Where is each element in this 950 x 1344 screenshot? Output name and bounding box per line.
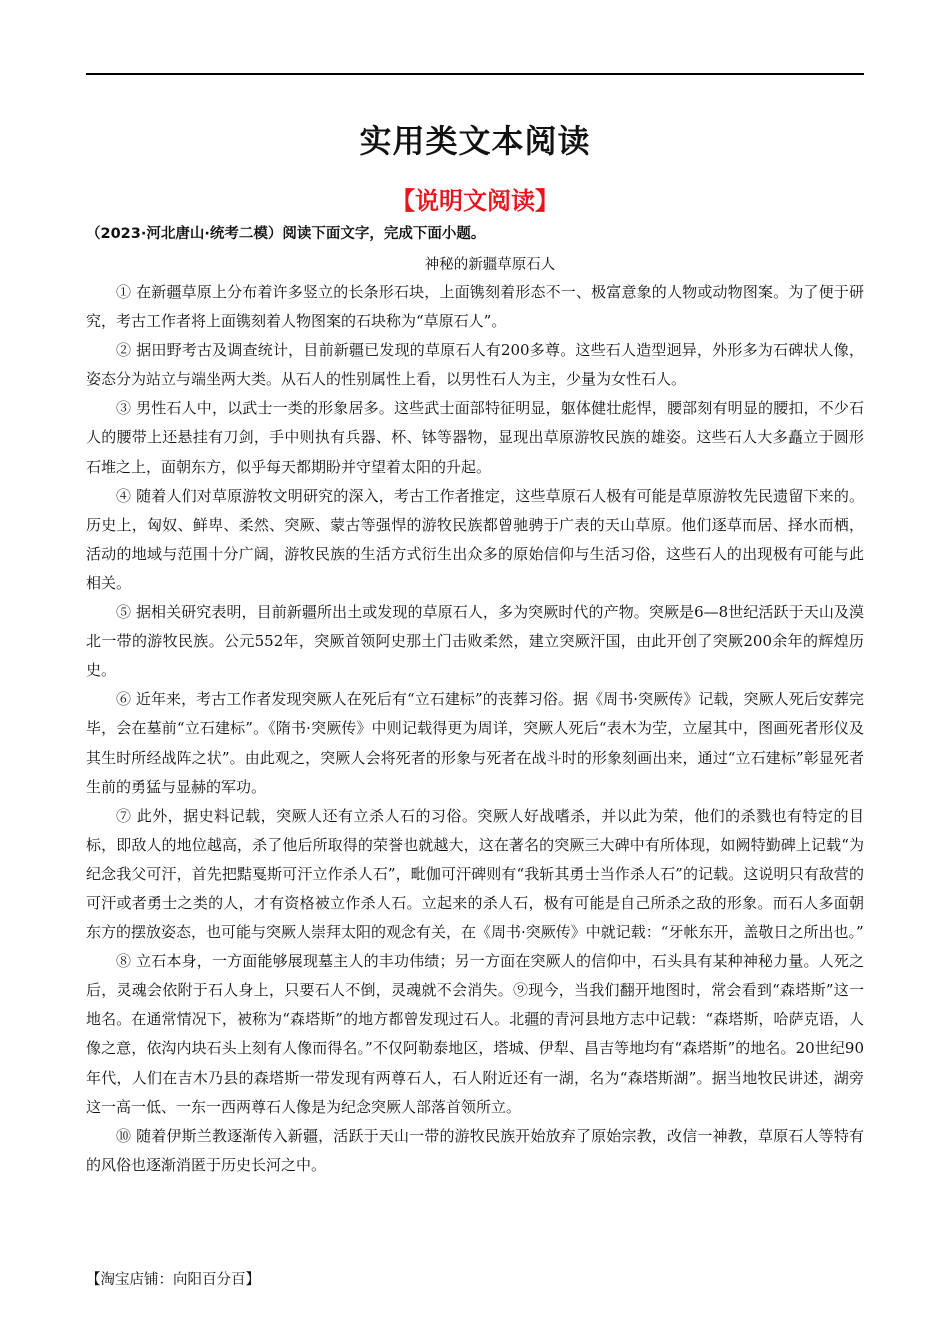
- footer-shop-note: 【淘宝店铺：向阳百分百】: [86, 1272, 260, 1288]
- header-rule: [86, 73, 864, 75]
- section-label: 【说明文阅读】: [391, 187, 559, 215]
- paragraph-3: ③ 男性石人中，以武士一类的形象居多。这些武士面部特征明显，躯体健壮彪悍，腰部刻有明显的腰扣，不少石人的腰带上还悬挂有刀剑，手中则执有兵器、杯、钵等器物，显现出草原游牧民族的雄姿。这些石人大多矗立于圆形石堆之上，面朝东方，似乎每天都期盼并守望着太阳的升起。: [86, 399, 864, 476]
- question-source: （2023·河北唐山·统考二模）阅读下面文字，完成下面小题。: [86, 226, 486, 242]
- paragraph-7: ⑦ 此外，据史料记载，突厥人还有立杀人石的习俗。突厥人好战嗜杀，并以此为荣，他们的杀戮也有特定的目标，即敌人的地位越高，杀了他后所取得的荣誉也就越大，这在著名的突厥三大碑中有所体现，如阙特勤碑上记载“为纪念我父可汗，首先把黠戛斯可汗立作杀人石”，毗伽可汗碑则有“我斩其勇士当作杀人石”的记载。这说明只有敌营的可汗或者勇士之类的人，才有资格被立作杀人石。立起来的杀人石，极有可能是自己所杀之敌的形象。而石人多面朝东方的摆放姿态，也可能与突厥人崇拜太阳的观念有关，在《周书·突厥传》中就记载：“牙帐东开，盖敬日之所出也。”: [86, 806, 864, 942]
- article-title: 神秘的新疆草原石人: [424, 257, 556, 273]
- paragraph-6: ⑥ 近年来，考古工作者发现突厥人在死后有“立石建标”的丧葬习俗。据《周书·突厥传》记载，突厥人死后安葬完毕，会在墓前“立石建标”。《隋书·突厥传》中则记载得更为周详，突厥人死后“表木为茔，立屋其中，图画死者形仪及其生时所经战阵之状”。由此观之，突厥人会将死者的形象与死者在战斗时的形象刻画出来，通过“立石建标”彰显死者生前的勇猛与显赫的军功。: [86, 690, 864, 796]
- paragraph-5: ⑤ 据相关研究表明，目前新疆所出土或发现的草原石人，多为突厥时代的产物。突厥是6—8世纪活跃于天山及漠北一带的游牧民族。公元552年，突厥首领阿史那土门击败柔然，建立突厥汗国，由此开创了突厥200余年的辉煌历史。: [86, 603, 864, 680]
- paragraph-1: ① 在新疆草原上分布着许多竖立的长条形石块，上面镌刻着形态不一、极富意象的人物或动物图案。为了便于研究，考古工作者将上面镌刻着人物图案的石块称为“草原石人”。: [86, 283, 864, 331]
- paragraph-10: ⑩ 随着伊斯兰教逐渐传入新疆，活跃于天山一带的游牧民族开始放弃了原始宗教，改信一神教，草原石人等特有的风俗也逐渐消匿于历史长河之中。: [86, 1126, 864, 1174]
- article-body: [86, 278, 864, 1180]
- paragraph-2: ② 据田野考古及调查统计，目前新疆已发现的草原石人有200多尊。这些石人造型迥异，外形多为石碑状人像，姿态分为站立与端坐两大类。从石人的性别属性上看，以男性石人为主，少量为女性石人。: [86, 341, 864, 389]
- page-title: 实用类文本阅读: [359, 122, 591, 160]
- paragraph-4: ④ 随着人们对草原游牧文明研究的深入，考古工作者推定，这些草原石人极有可能是草原游牧先民遗留下来的。历史上，匈奴、鲜卑、柔然、突厥、蒙古等强悍的游牧民族都曾驰骋于广表的天山草原。他们逐草而居、择水而栖，活动的地域与范围十分广阔，游牧民族的生活方式衍生出众多的原始信仰与生活习俗，这些石人的出现极有可能与此相关。: [86, 486, 864, 592]
- paragraph-8-9: ⑧ 立石本身，一方面能够展现墓主人的丰功伟绩；另一方面在突厥人的信仰中，石头具有某种神秘力量。人死之后，灵魂会依附于石人身上，只要石人不倒，灵魂就不会消失。⑨现今，当我们翻开地图时，常会看到“森塔斯”这一地名。在通常情况下，被称为“森塔斯”的地方都曾发现过石人。北疆的青河县地方志中记载：“森塔斯，哈萨克语，人像之意，依沟内块石头上刻有人像而得名。”不仅阿勒泰地区，塔城、伊犁、昌吉等地均有“森塔斯”的地名。20世纪90年代，人们在吉木乃县的森塔斯一带发现有两尊石人，石人附近还有一湖，名为“森塔斯湖”。据当地牧民讲述，湖旁这一高一低、一东一西两尊石人像是为纪念突厥人部落首领所立。: [86, 952, 864, 1116]
